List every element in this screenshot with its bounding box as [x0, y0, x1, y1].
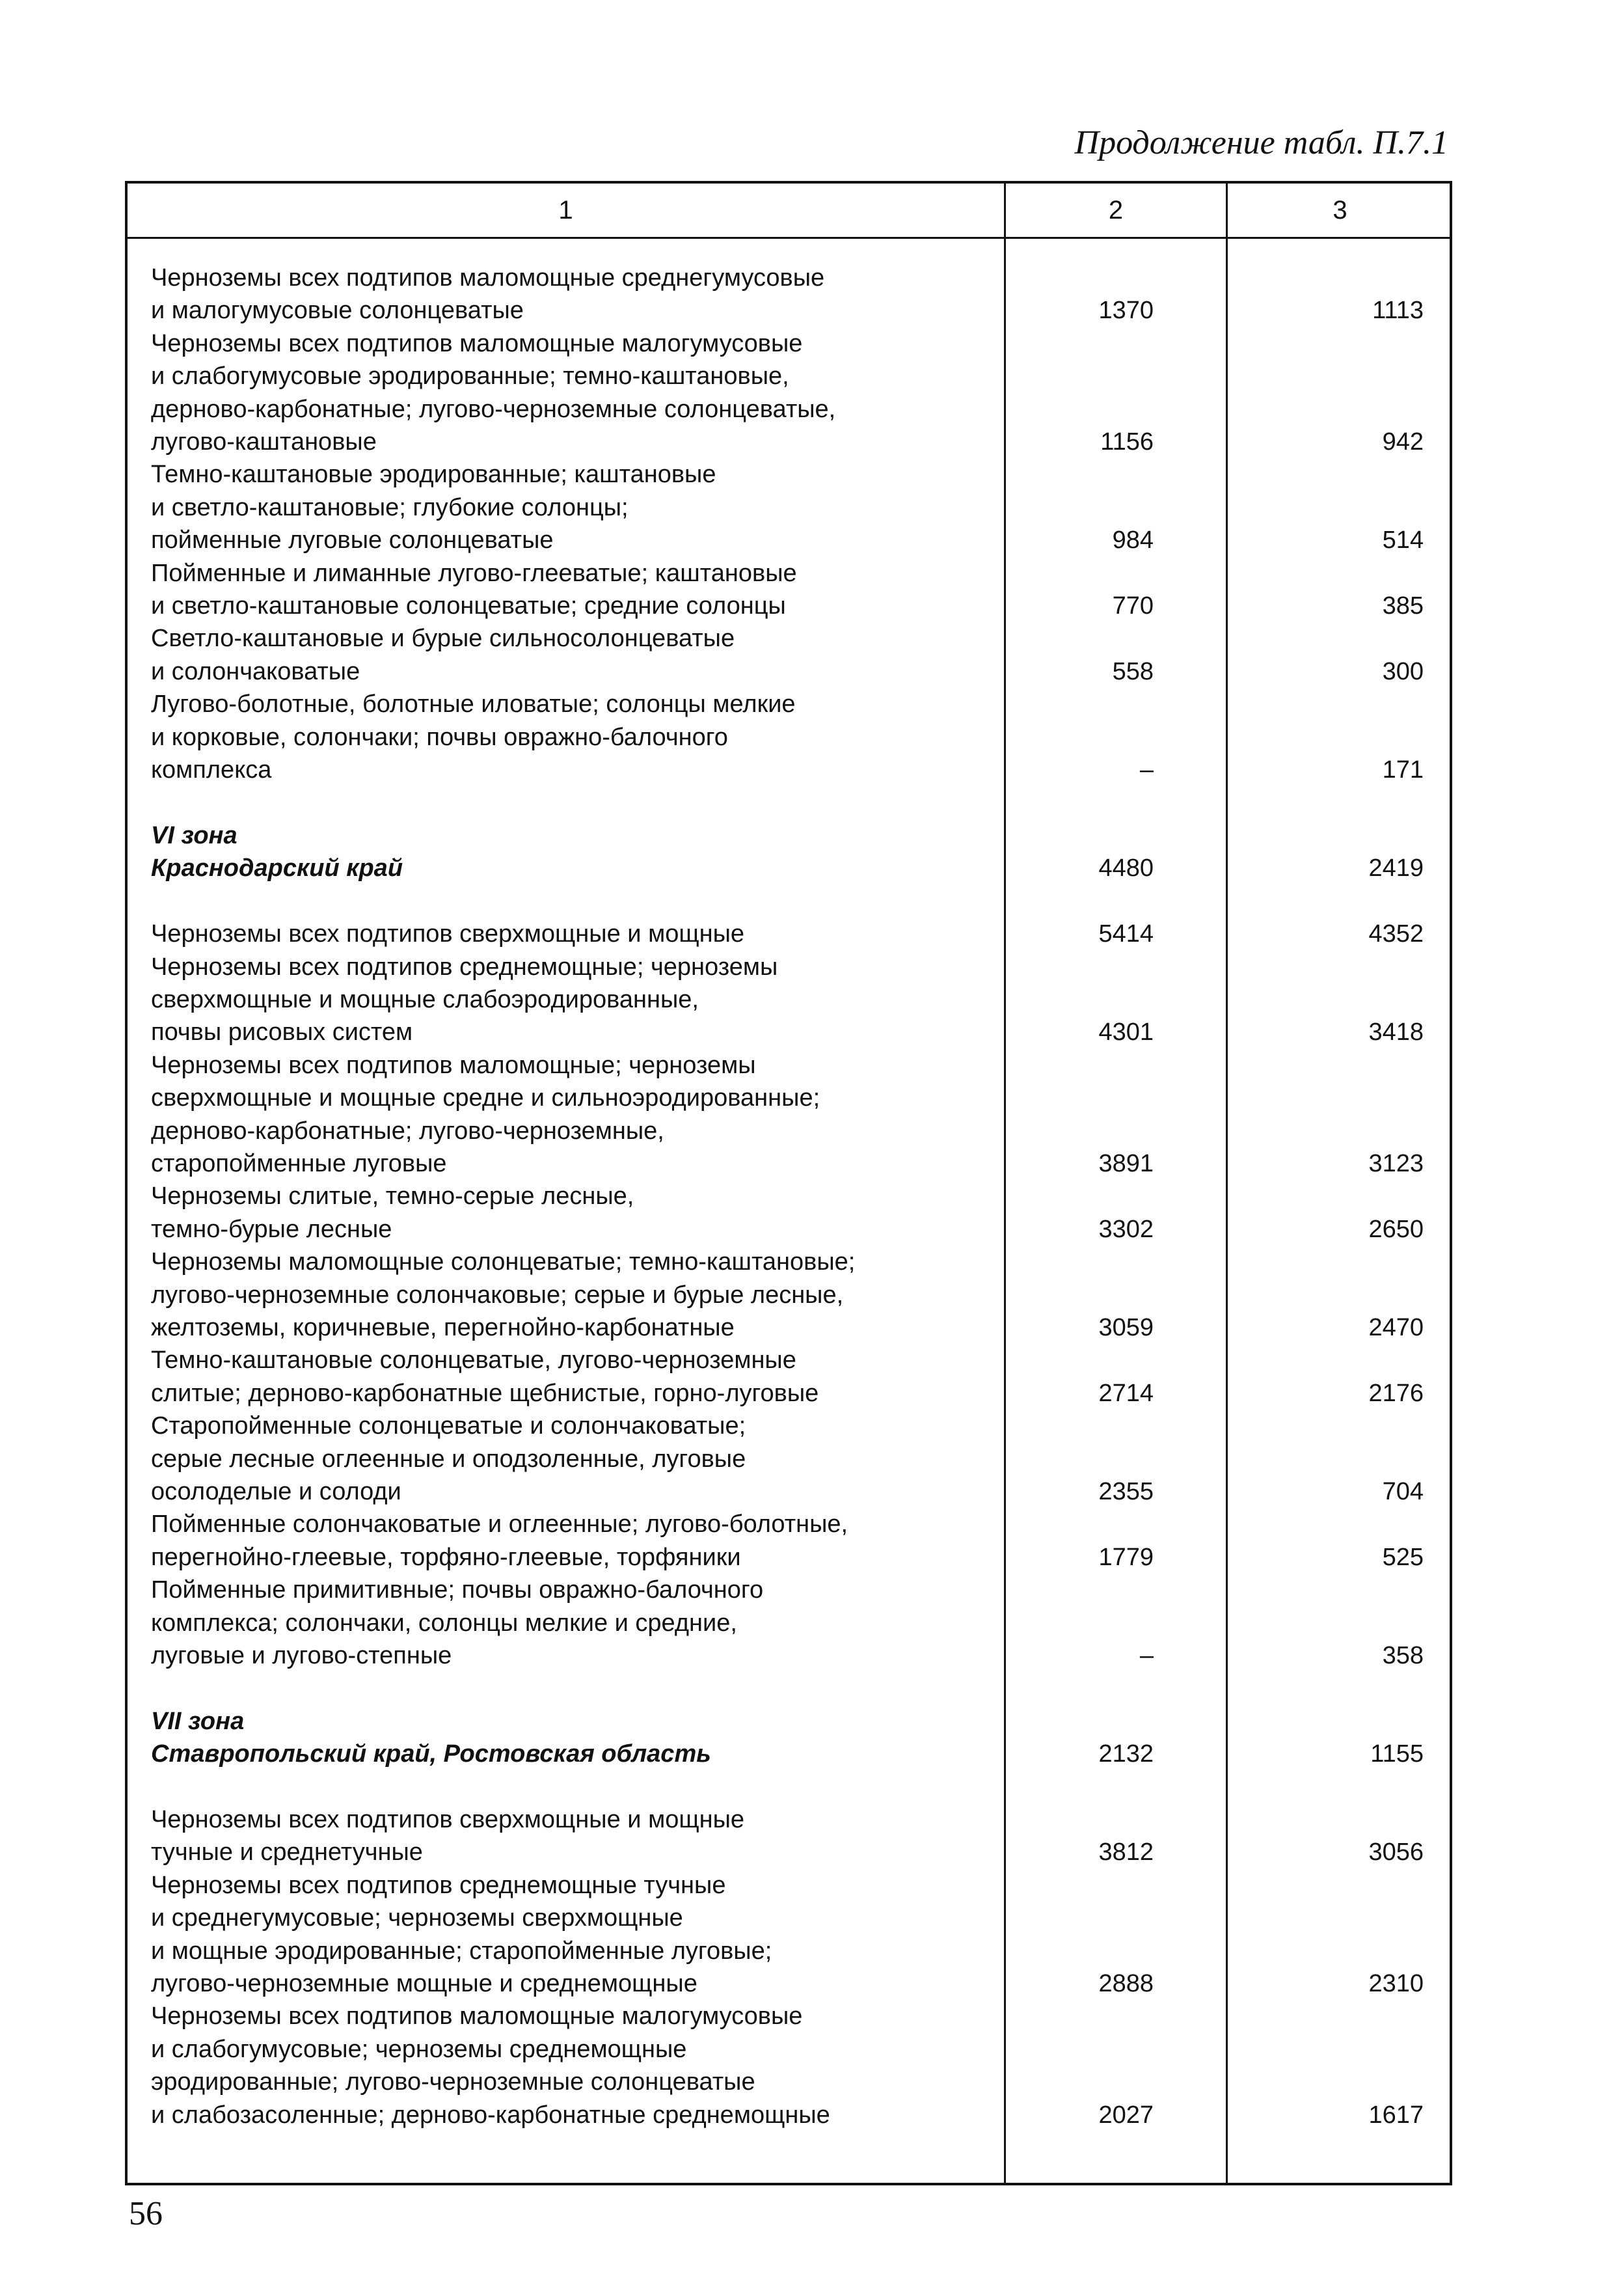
text-line: Черноземы всех подтипов маломощные малогумусовые	[151, 2003, 803, 2030]
text-line: Черноземы всех подтипов маломощные; черноземы	[151, 1051, 756, 1079]
table-row	[128, 688, 1450, 786]
soil-description	[128, 688, 1004, 786]
value-col-3: 1113	[1372, 297, 1424, 325]
text-line: и солончаковатые	[151, 657, 360, 685]
text-line: Черноземы всех подтипов сверхмощные и мощные	[151, 1806, 745, 1834]
text-line: комплекса; солончаки, солонцы мелкие и средние,	[151, 1609, 737, 1637]
text-line: Черноземы всех подтипов маломощные малогумусовые	[151, 329, 803, 357]
text-line: и светло-каштановые солонцеватые; средние солонцы	[151, 592, 786, 620]
zone-title	[128, 1705, 1004, 1771]
text-line: Темно-каштановые эродированные; каштановые	[151, 461, 716, 489]
value-col-3: 3123	[1368, 1149, 1424, 1177]
text-line: и малогумусовые солонцеватые	[151, 297, 524, 325]
soil-description	[128, 1869, 1004, 2001]
soil-description	[128, 951, 1004, 1049]
soil-description	[128, 1508, 1004, 1574]
text-line: пойменные луговые солонцеватые	[151, 526, 554, 554]
value-col-2: –	[1139, 1642, 1154, 1670]
value-col-3: 2419	[1368, 854, 1424, 882]
table-row	[128, 1803, 1450, 1869]
text-line: и слабогумусовые эродированные; темно-каштановые,	[151, 362, 789, 390]
soil-description	[128, 1246, 1004, 1344]
value-col-3: 4352	[1368, 920, 1424, 948]
soil-description	[128, 1049, 1004, 1181]
text-line: дерново-карбонатные; лугово-черноземные,	[151, 1117, 664, 1145]
table-row	[128, 1180, 1450, 1246]
text-line: Черноземы всех подтипов сверхмощные и мощные	[151, 920, 745, 948]
text-line: лугово-черноземные солончаковые; серые и бурые лесные,	[151, 1281, 844, 1309]
text-line: Черноземы всех подтипов среднемощные; черноземы	[151, 953, 778, 981]
text-line: почвы рисовых систем	[151, 1018, 413, 1046]
soil-description	[128, 918, 1004, 950]
value-col-2: 2888	[1098, 1970, 1154, 1998]
row-spacer	[128, 885, 1450, 918]
text-line: VII зона	[151, 1707, 245, 1735]
value-col-3: 358	[1382, 1642, 1424, 1670]
table-row	[128, 1246, 1450, 1344]
row-spacer	[128, 1672, 1450, 1704]
value-col-2: 5414	[1098, 920, 1154, 948]
data-table	[125, 181, 1452, 2185]
soil-description	[128, 1410, 1004, 1508]
soil-description	[128, 327, 1004, 459]
page-number: 56	[129, 2195, 163, 2232]
soil-description	[128, 1803, 1004, 1869]
soil-description	[128, 557, 1004, 623]
header-divider	[128, 237, 1450, 239]
text-line: слитые; дерново-карбонатные щебнистые, горно-луговые	[151, 1379, 819, 1407]
text-line: и светло-каштановые; глубокие солонцы;	[151, 493, 629, 521]
table-row	[128, 327, 1450, 459]
value-col-3: 1155	[1370, 1740, 1424, 1768]
header-col-1: 1	[558, 196, 573, 225]
table-row	[128, 557, 1450, 623]
text-line: Черноземы слитые, темно-серые лесные,	[151, 1183, 634, 1210]
text-line: луговые и лугово-степные	[151, 1642, 452, 1670]
soil-description	[128, 1180, 1004, 1246]
text-line: осолоделые и солоди	[151, 1478, 401, 1505]
table-caption: Продолжение табл. П.7.1	[1074, 124, 1448, 161]
text-line: Темно-каштановые солонцеватые, лугово-черноземные	[151, 1347, 796, 1374]
text-line: старопойменные луговые	[151, 1149, 447, 1177]
text-line: лугово-черноземные мощные и среднемощные	[151, 1970, 697, 1998]
text-line: желтоземы, коричневые, перегнойно-карбонатные	[151, 1313, 735, 1341]
text-line: темно-бурые лесные	[151, 1215, 392, 1243]
text-line: перегнойно-глеевые, торфяно-глеевые, торфяники	[151, 1543, 741, 1571]
text-line: эродированные; лугово-черноземные солонцеватые	[151, 2068, 755, 2096]
value-col-2: 770	[1112, 592, 1154, 620]
value-col-2: 558	[1112, 657, 1154, 685]
soil-description	[128, 1574, 1004, 1672]
soil-description	[128, 262, 1004, 327]
value-col-3: 2176	[1368, 1379, 1424, 1407]
value-col-3: 2470	[1368, 1313, 1424, 1341]
text-line: Пойменные примитивные; почвы овражно-балочного	[151, 1576, 764, 1604]
table-row	[128, 262, 1450, 327]
text-line: комплекса	[151, 756, 272, 784]
value-col-2: 2714	[1098, 1379, 1154, 1407]
value-col-2: 3302	[1098, 1215, 1154, 1243]
text-line: и слабозасоленные; дерново-карбонатные среднемощные	[151, 2101, 830, 2129]
row-spacer	[128, 1771, 1450, 1803]
table-row	[128, 918, 1450, 950]
value-col-2: 984	[1112, 526, 1154, 554]
table-row	[128, 1049, 1450, 1181]
text-line: и мощные эродированные; старопойменные луговые;	[151, 1937, 772, 1965]
value-col-2: 3059	[1098, 1313, 1154, 1341]
table-row	[128, 1508, 1450, 1574]
value-col-3: 300	[1382, 657, 1424, 685]
value-col-3: 2310	[1368, 1970, 1424, 1998]
text-line: VI зона	[151, 821, 237, 849]
header-col-3: 3	[1333, 196, 1347, 225]
value-col-3: 1617	[1368, 2101, 1424, 2129]
table-row	[128, 1869, 1450, 2001]
text-line: сверхмощные и мощные слабоэродированные,	[151, 985, 699, 1013]
text-line: и слабогумусовые; черноземы среднемощные	[151, 2035, 687, 2063]
value-col-2: 4301	[1098, 1018, 1154, 1046]
text-line: серые лесные оглеенные и оподзоленные, луговые	[151, 1445, 746, 1473]
table-row	[128, 458, 1450, 556]
text-line: Светло-каштановые и бурые сильносолонцеватые	[151, 625, 735, 653]
table-row	[128, 1344, 1450, 1410]
soil-description	[128, 458, 1004, 556]
table-row	[128, 622, 1450, 688]
text-line: тучные и среднетучные	[151, 1839, 423, 1866]
text-line: Ставропольский край, Ростовская область	[151, 1740, 711, 1768]
table-row	[128, 951, 1450, 1049]
zone-row	[128, 819, 1450, 885]
value-col-3: 2650	[1368, 1215, 1424, 1243]
value-col-3: 171	[1382, 756, 1424, 784]
value-col-2: 2132	[1098, 1740, 1154, 1768]
value-col-3: 704	[1382, 1478, 1424, 1505]
table-row	[128, 1410, 1450, 1508]
soil-description	[128, 2000, 1004, 2131]
value-col-2: 2027	[1098, 2101, 1154, 2129]
text-line: Пойменные и лиманные лугово-глееватые; каштановые	[151, 559, 797, 587]
text-line: и корковые, солончаки; почвы овражно-балочного	[151, 723, 728, 751]
zone-row	[128, 1705, 1450, 1771]
value-col-2: 3891	[1098, 1149, 1154, 1177]
header-col-2: 2	[1108, 196, 1124, 225]
text-line: сверхмощные и мощные средне и сильноэродированные;	[151, 1084, 820, 1112]
value-col-3: 525	[1382, 1543, 1424, 1571]
value-col-2: 2355	[1098, 1478, 1154, 1505]
value-col-2: 1370	[1098, 297, 1154, 325]
value-col-3: 385	[1382, 592, 1424, 620]
row-spacer	[128, 787, 1450, 819]
value-col-3: 3056	[1368, 1839, 1424, 1866]
text-line: Старопойменные солонцеватые и солончаковатые;	[151, 1412, 746, 1440]
value-col-2: –	[1139, 756, 1154, 784]
table-row	[128, 2000, 1450, 2131]
value-col-3: 3418	[1368, 1018, 1424, 1046]
value-col-2: 1779	[1098, 1543, 1154, 1571]
zone-title	[128, 819, 1004, 885]
value-col-2: 3812	[1098, 1839, 1154, 1866]
value-col-2: 1156	[1100, 428, 1154, 456]
soil-description	[128, 622, 1004, 688]
text-line: лугово-каштановые	[151, 428, 377, 456]
value-col-2: 4480	[1098, 854, 1154, 882]
text-line: Черноземы маломощные солонцеватые; темно-каштановые;	[151, 1248, 856, 1276]
text-line: дерново-карбонатные; лугово-черноземные солонцеватые,	[151, 395, 836, 423]
text-line: и среднегумусовые; черноземы сверхмощные	[151, 1904, 683, 1932]
text-line: Пойменные солончаковатые и оглеенные; лугово-болотные,	[151, 1511, 848, 1538]
value-col-3: 942	[1382, 428, 1424, 456]
table-row	[128, 1574, 1450, 1672]
text-line: Черноземы всех подтипов маломощные среднегумусовые	[151, 264, 825, 292]
text-line: Черноземы всех подтипов среднемощные тучные	[151, 1871, 726, 1899]
soil-description	[128, 1344, 1004, 1410]
table-body	[128, 262, 1450, 2131]
value-col-3: 514	[1382, 526, 1424, 554]
text-line: Краснодарский край	[151, 854, 403, 882]
text-line: Лугово-болотные, болотные иловатые; солонцы мелкие	[151, 690, 796, 718]
